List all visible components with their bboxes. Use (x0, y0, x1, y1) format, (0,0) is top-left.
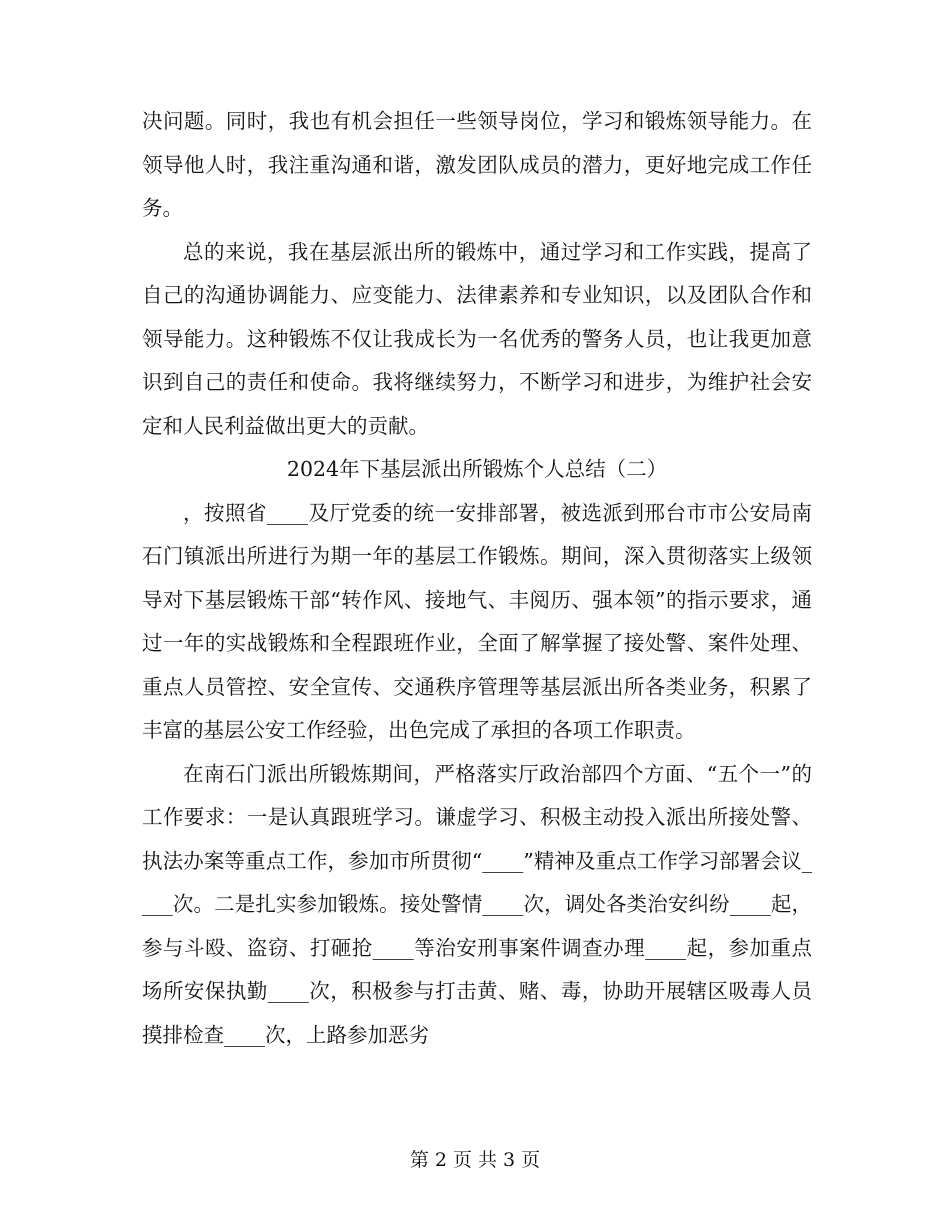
paragraph-details: 在南石门派出所锻炼期间，严格落实厅政治部四个方面、“五个一”的工作要求：一是认真跟班学习。谦虚学习、积极主动投入派出所接处警、执法办案等重点工作，参加市所贯彻“____”精神及重点工作学习部署会议____次。二是扎实参加锻炼。接处警情____次，调处各类治安纠纷____起，参与斗殴、盗窃、打砸抢____等治安刑事案件调查办理____起，参加重点场所安保执勤____次，积极参与打击黄、赌、毒，协助开展辖区吸毒人员摸排检查____次，上路参加恶劣 (142, 761, 812, 1047)
section-title: 2024年下基层派出所锻炼个人总结（二） (286, 457, 668, 481)
paragraph-continued: 决问题。同时，我也有机会担任一些领导岗位，学习和锻炼领导能力。在领导他人时，我注重沟通和谐，激发团队成员的潜力，更好地完成工作任务。 (142, 109, 812, 220)
document-body (142, 100, 812, 1057)
paragraph-intro: ，按照省____及厅党委的统一安排部署，被选派到邢台市市公安局南石门镇派出所进行为期一年的基层工作锻炼。期间，深入贯彻落实上级领导对下基层锻炼干部“转作风、接地气、丰阅历、强本领”的指示要求，通过一年的实战锻炼和全程跟班作业，全面了解掌握了接处警、案件处理、重点人员管控、安全宣传、交通秩序管理等基层派出所各类业务，积累了丰富的基层公安工作经验，出色完成了承担的各项工作职责。 (142, 500, 812, 742)
page-footer: 第 2 页 共 3 页 (409, 1149, 541, 1171)
paragraph-summary: 总的来说，我在基层派出所的锻炼中，通过学习和工作实践，提高了自己的沟通协调能力、应变能力、法律素养和专业知识，以及团队合作和领导能力。这种锻炼不仅让我成长为一名优秀的警务人员，也让我更加意识到自己的责任和使命。我将继续努力，不断学习和进步，为维护社会安定和人民利益做出更大的贡献。 (142, 239, 812, 438)
